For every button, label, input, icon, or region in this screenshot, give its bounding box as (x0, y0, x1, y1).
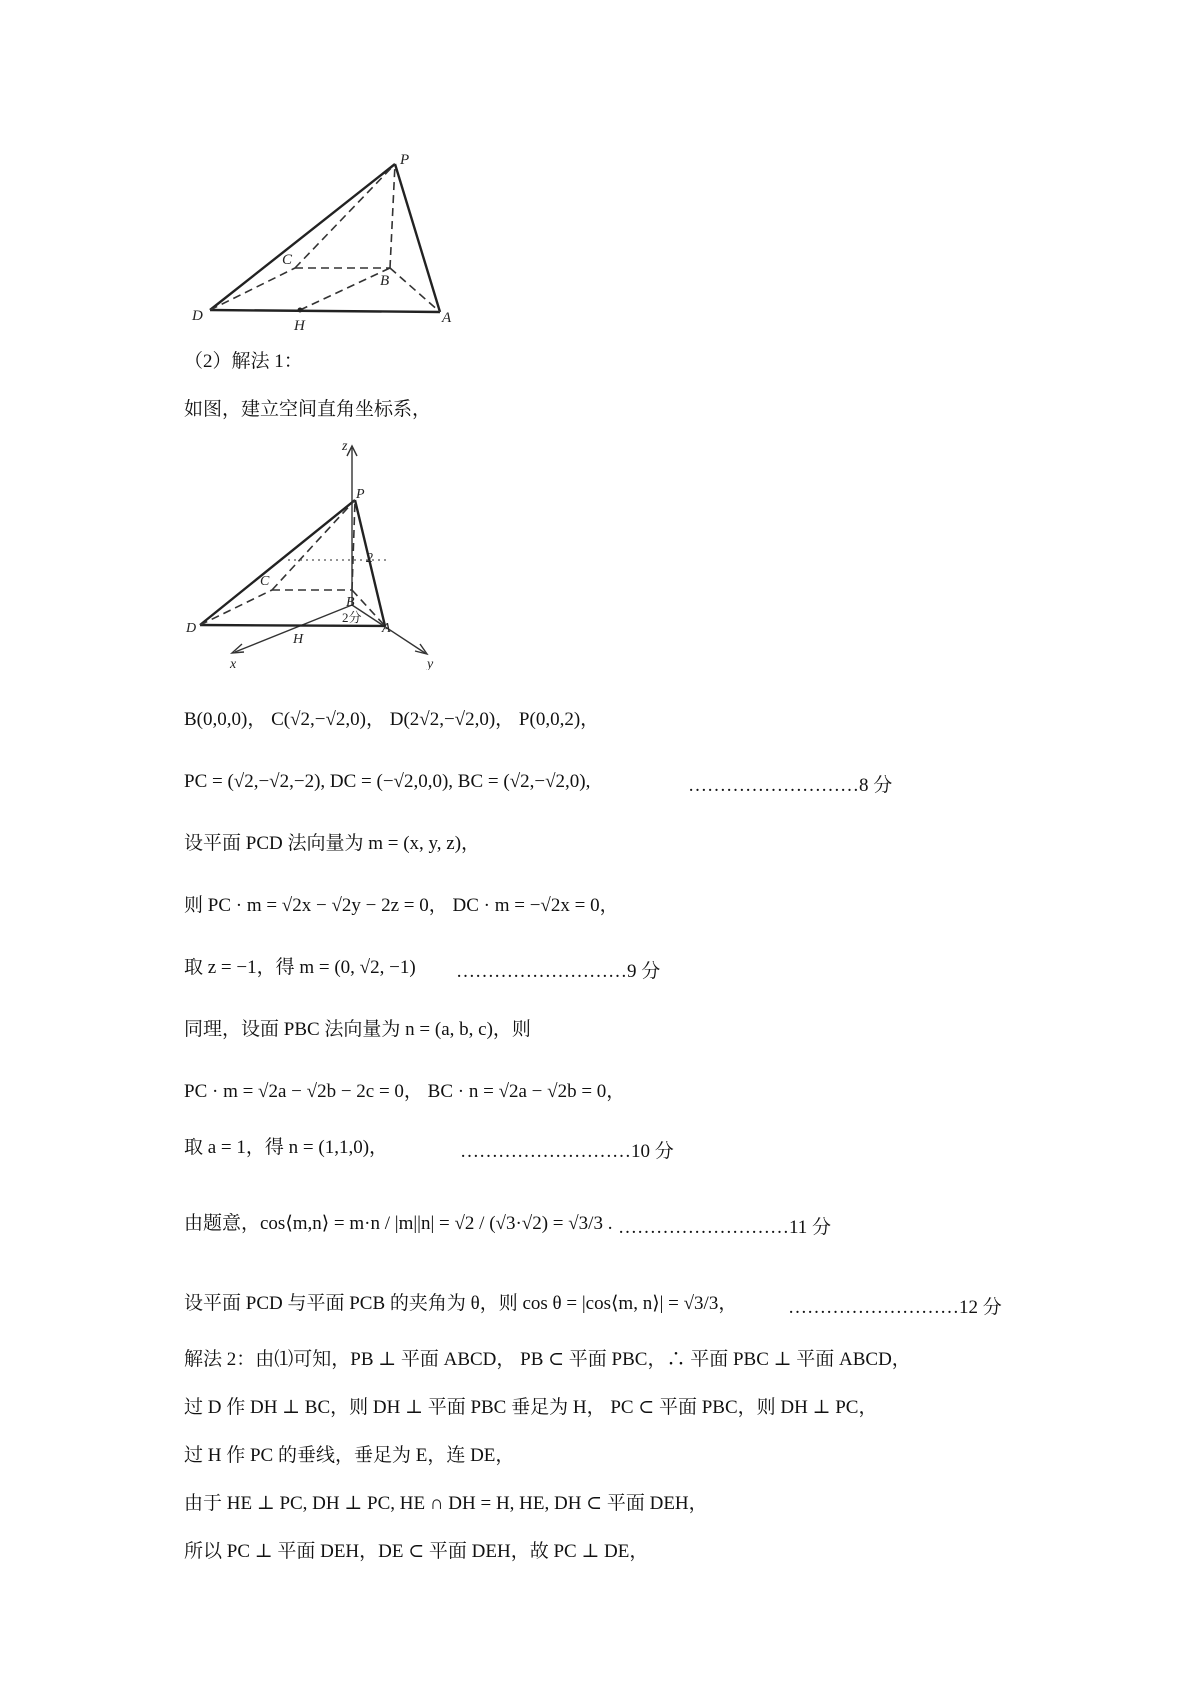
label-H2: H (293, 632, 304, 647)
score-10: ………………………10 分 (460, 1141, 674, 1162)
method2-line3: 过 H 作 PC 的垂线，垂足为 E，连 DE， (184, 1445, 515, 1466)
normal-n-result: 取 a = 1，得 n = (1,1,0)， (184, 1137, 389, 1158)
normal-m-setup: 设平面 PCD 法向量为 m = (x, y, z)， (184, 833, 481, 854)
normal-m-equations: 则 PC · m = √2x − √2y − 2z = 0， DC · m = −√2x = 0， (184, 895, 619, 916)
coordinates-line: B(0,0,0)， C(√2,−√2,0)， D(2√2,−√2,0)， P(0,0,2)， (184, 709, 600, 730)
method2-line1: 解法 2：由⑴可知，PB ⊥ 平面 ABCD， PB ⊂ 平面 PBC，∴ 平面 PBC ⊥ 平面 ABCD， (184, 1349, 911, 1370)
coordinate-figure-2 (180, 440, 460, 670)
vectors-line: PC = (√2,−√2,−2), DC = (−√2,0,0), BC = (√2,−√2,0), (184, 771, 591, 792)
label-C: C (282, 252, 293, 268)
method2-line2: 过 D 作 DH ⊥ BC，则 DH ⊥ 平面 PBC 垂足为 H， PC ⊂ 平面 PBC，则 DH ⊥ PC， (184, 1397, 878, 1418)
label-D: D (192, 308, 203, 324)
method2-line4: 由于 HE ⊥ PC, DH ⊥ PC, HE ∩ DH = H, HE, DH ⊂ 平面 DEH， (184, 1493, 708, 1514)
label-P: P (400, 152, 410, 168)
label-C2: C (260, 574, 270, 589)
label-D2: D (186, 621, 197, 636)
solution-heading: （2）解法 1： (184, 351, 303, 372)
label-2-fen: 2分 (342, 610, 362, 625)
dihedral-angle: 设平面 PCD 与平面 PCB 的夹角为 θ，则 cos θ = |cos⟨m, n⟩| = √3/3， (184, 1293, 738, 1314)
method2-line5: 所以 PC ⊥ 平面 DEH，DE ⊂ 平面 DEH，故 PC ⊥ DE， (184, 1541, 649, 1562)
label-A: A (442, 310, 452, 326)
score-12: ………………………12 分 (788, 1297, 1002, 1318)
normal-n-setup: 同理，设面 PBC 法向量为 n = (a, b, c)，则 (184, 1019, 531, 1040)
cosine-computation: 由题意，cos⟨m,n⟩ = m·n / |m||n| = √2 / (√3·√2) = √3/3 . (184, 1213, 613, 1234)
label-H: H (294, 318, 305, 334)
score-11: ………………………11 分 (618, 1217, 832, 1238)
label-B2: B (346, 595, 355, 610)
score-9: ………………………9 分 (456, 961, 661, 982)
label-P2: P (356, 487, 365, 502)
normal-m-result: 取 z = −1，得 m = (0, √2, −1) (184, 957, 416, 978)
intro-text: 如图，建立空间直角坐标系， (184, 399, 432, 420)
axis-y: y (427, 657, 434, 670)
label-B: B (380, 273, 390, 289)
score-8: ………………………8 分 (688, 775, 893, 796)
label-A2: A (382, 621, 391, 636)
normal-n-equations: PC · m = √2a − √2b − 2c = 0， BC · n = √2a − √2b = 0， (184, 1081, 626, 1102)
pyramid-figure-1 (180, 150, 460, 340)
axis-z: z (342, 440, 348, 454)
axis-x: x (230, 657, 237, 670)
label-2: 2 (366, 551, 373, 566)
